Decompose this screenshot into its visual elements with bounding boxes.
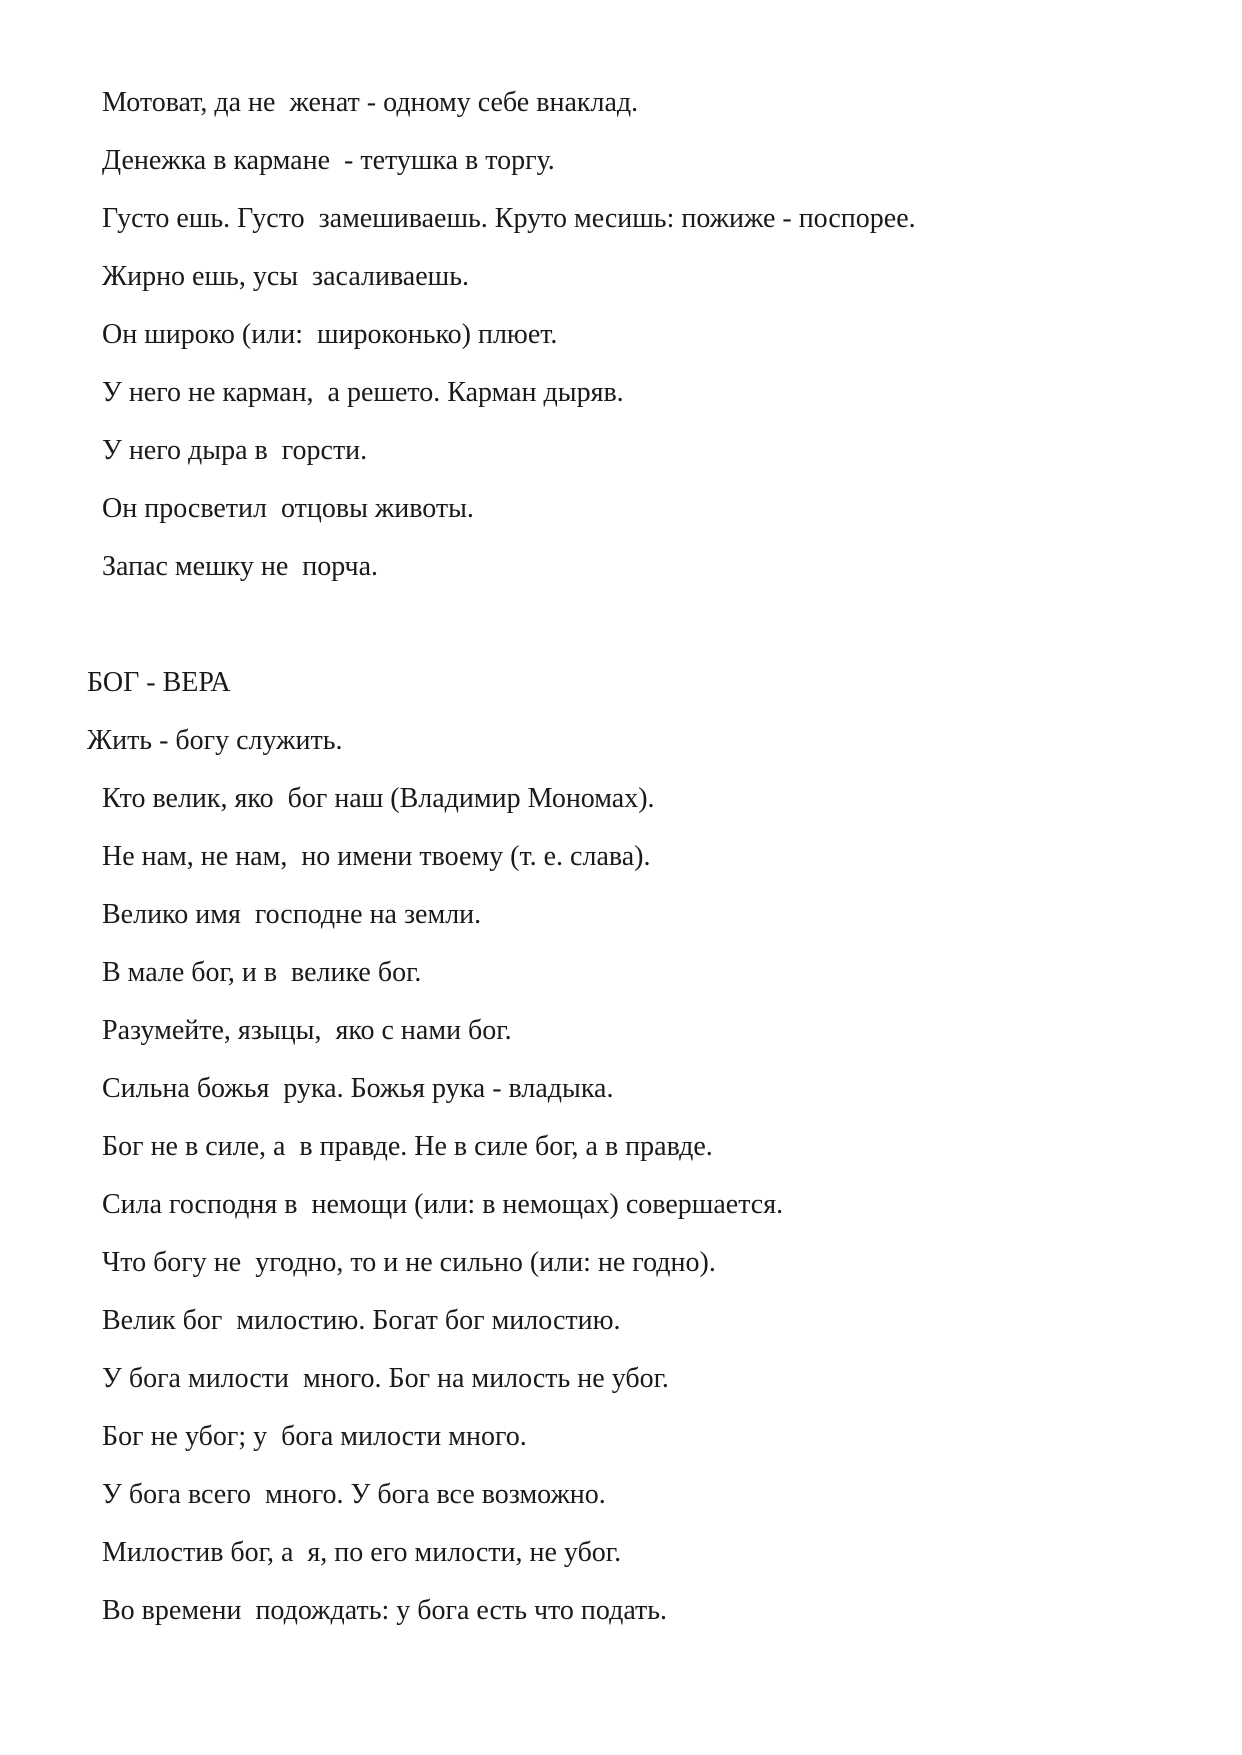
proverb-line: У него не карман, а решето. Карман дыряв.	[102, 377, 624, 408]
proverb-line: Жирно ешь, усы засаливаешь.	[102, 261, 469, 292]
proverb-line: Во времени подождать: у бога есть что подать.	[102, 1595, 668, 1626]
proverb-line: Он просветил отцовы животы.	[102, 493, 474, 524]
proverb-line: Разумейте, языцы, яко с нами бог.	[102, 1015, 512, 1046]
proverb-line: Не нам, не нам, но имени твоему (т. е. слава).	[102, 841, 651, 872]
proverb-line: У бога милости много. Бог на милость не убог.	[102, 1363, 669, 1394]
proverb-line: Кто велик, яко бог наш (Владимир Мономах).	[102, 783, 655, 814]
proverb-line: Велик бог милостию. Богат бог милостию.	[102, 1305, 621, 1336]
proverb-line: Запас мешку не порча.	[102, 551, 379, 582]
proverb-line: Бог не убог; у бога милости много.	[102, 1421, 527, 1452]
proverb-line: У бога всего много. У бога все возможно.	[102, 1479, 606, 1510]
proverb-line: Милостив бог, а я, по его милости, не убог.	[102, 1537, 622, 1568]
proverb-line: Сила господня в немощи (или: в немощах) совершается.	[102, 1189, 784, 1220]
proverb-line: Сильна божья рука. Божья рука - владыка.	[102, 1073, 614, 1104]
proverb-line: У него дыра в горсти.	[102, 435, 368, 466]
proverb-line: Густо ешь. Густо замешиваешь. Круто месишь: пожиже - поспорее.	[102, 203, 916, 234]
proverb-line: Велико имя господне на земли.	[102, 899, 482, 930]
proverb-line: Что богу не угодно, то и не сильно (или: не годно).	[102, 1247, 716, 1278]
proverb-line: Он широко (или: широконько) плюет.	[102, 319, 558, 350]
proverb-line: Мотоват, да не женат - одному себе внаклад.	[102, 87, 639, 118]
proverb-line: Бог не в силе, а в правде. Не в силе бог, а в правде.	[102, 1131, 713, 1162]
section-intro-line: Жить - богу служить.	[87, 725, 343, 756]
section-heading: БОГ - ВЕРА	[87, 667, 231, 698]
proverb-line: Денежка в кармане - тетушка в торгу.	[102, 145, 555, 176]
proverb-line: В мале бог, и в велике бог.	[102, 957, 422, 988]
